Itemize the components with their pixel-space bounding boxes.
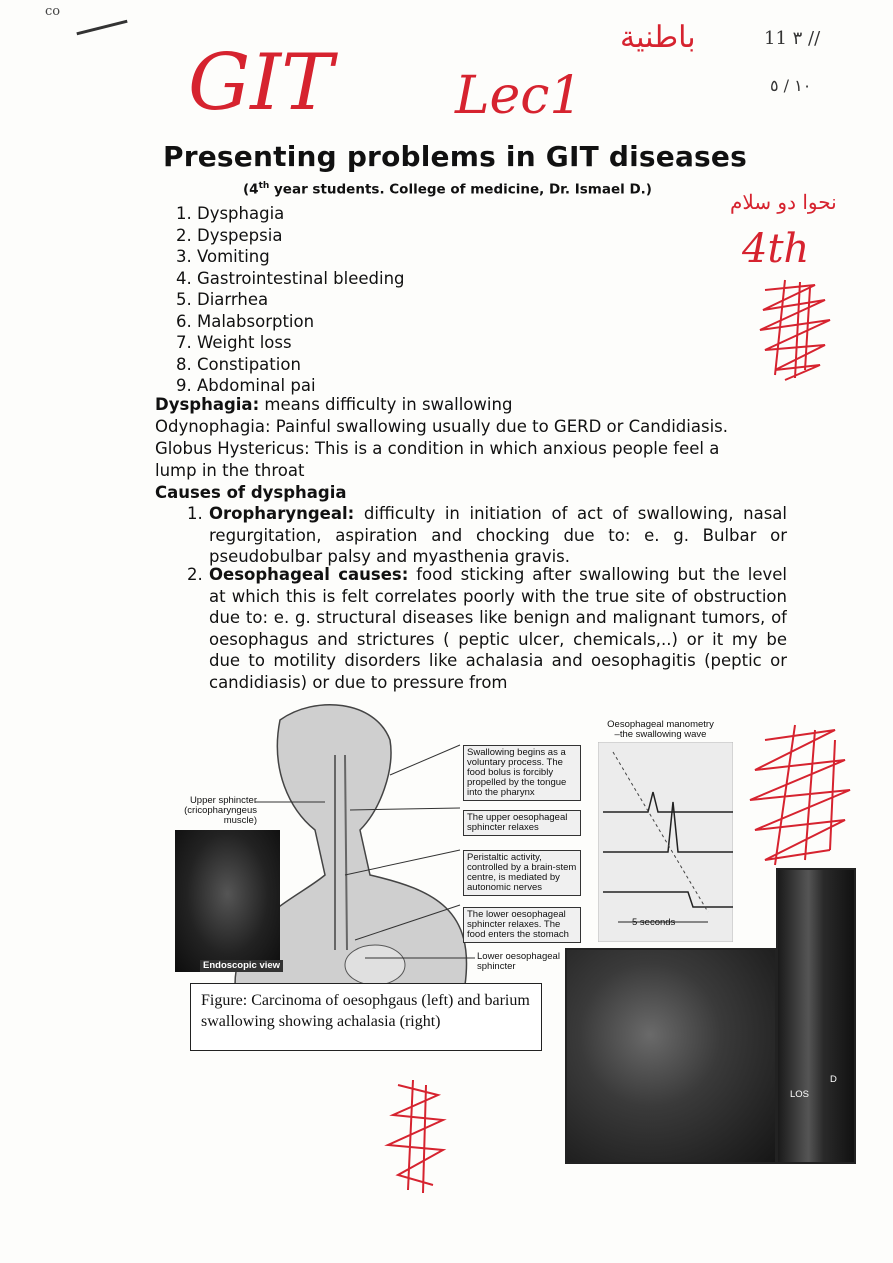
cause-term-1: Oropharyngeal: bbox=[209, 504, 355, 523]
list-item: 4. Gastrointestinal bleeding bbox=[176, 268, 405, 288]
list-item: 6. Malabsorption bbox=[176, 311, 315, 331]
handwritten-corner-mark: co bbox=[45, 4, 61, 19]
dysphagia-text: means difficulty in swallowing bbox=[259, 395, 513, 414]
carcinoma-photo bbox=[565, 948, 777, 1164]
red-scribble-1 bbox=[745, 270, 845, 390]
step-1-box bbox=[463, 745, 581, 801]
pen-stroke bbox=[76, 20, 127, 35]
barium-swallow-photo bbox=[776, 868, 856, 1164]
cause-text-2 bbox=[209, 564, 787, 693]
list-item: 5. Diarrhea bbox=[176, 290, 269, 309]
cause-item-1 bbox=[187, 503, 787, 568]
step-3-box bbox=[463, 850, 581, 896]
upper-sphincter-line-1: Upper sphincter bbox=[189, 795, 257, 806]
red-scribble-2 bbox=[735, 720, 865, 870]
handwritten-date: ١٠ / ٥ bbox=[770, 76, 812, 95]
cause-number-1: 1. bbox=[187, 504, 203, 523]
cause-desc-2: food sticking after swallowing but the level at which this is felt correlates poorly with the true site of obstruction due to: e. g. structural diseases like benign and malignant tumors, of oesophagus and strictures ( peptic ulcer, chemicals,..) or it my be due to motility disorders like achalasia and oesophagitis (peptic or candidiasis) or due to pressure from bbox=[209, 565, 787, 692]
subtitle-sup: th bbox=[258, 181, 270, 191]
manometry-title-line-2: –the swallowing wave bbox=[614, 729, 707, 740]
manometry-title bbox=[598, 720, 723, 740]
upper-sphincter-line-3: muscle) bbox=[223, 815, 257, 826]
cause-text-1 bbox=[209, 503, 787, 568]
list-item: 1. Dysphagia bbox=[176, 204, 285, 223]
upper-sphincter-line-2: (cricopharyngeus bbox=[184, 805, 257, 816]
dysphagia-definition bbox=[155, 394, 512, 416]
manometry-title-line-1: Oesophageal manometry bbox=[607, 719, 714, 730]
endoscopic-image bbox=[175, 830, 280, 972]
handwritten-arabic-side: نحوا دو سلام bbox=[730, 190, 837, 214]
cause-term-2: Oesophageal causes: bbox=[209, 565, 409, 584]
cause-number-2: 2. bbox=[187, 565, 203, 584]
endoscopic-view-label: Endoscopic view bbox=[200, 960, 283, 972]
globus-line-2: lump in the throat bbox=[155, 461, 305, 480]
handwritten-lec: Lec1 bbox=[455, 66, 583, 126]
handwritten-arabic-top: باطنية bbox=[620, 20, 696, 55]
globus-line-1: Globus Hystericus: This is a condition in which anxious people feel a bbox=[155, 439, 720, 458]
d-marker: D bbox=[830, 1074, 837, 1085]
problems-list bbox=[176, 203, 405, 397]
step-2-text: The upper oesophageal sphincter relaxes bbox=[467, 812, 568, 833]
cause-desc-1: difficulty in initiation of act of swallowing, nasal regurgitation, aspiration and chocking due to: e. g. Bulbar or pseudobulbar palsy and myasthenia gravis. bbox=[209, 504, 787, 566]
upper-sphincter-label bbox=[175, 796, 257, 826]
figure-caption: Figure: Carcinoma of oesophgaus (left) and barium swallowing showing achalasia (right) bbox=[190, 983, 542, 1051]
odynophagia-line: Odynophagia: Painful swallowing usually due to GERD or Candidiasis. bbox=[155, 417, 728, 436]
handwritten-numbers: 11 ٣ // bbox=[764, 28, 821, 49]
subtitle-prefix: (4 bbox=[243, 181, 259, 198]
list-item: 3. Vomiting bbox=[176, 247, 270, 266]
page-title: Presenting problems in GIT diseases bbox=[163, 140, 747, 173]
lower-sphincter-label bbox=[477, 952, 560, 972]
handwritten-4th: 4th bbox=[742, 226, 810, 272]
list-item: 9. Abdominal pai bbox=[176, 376, 316, 395]
list-item: 8. Constipation bbox=[176, 354, 301, 374]
subtitle-rest: year students. College of medicine, Dr. Ismael D.) bbox=[269, 181, 652, 198]
red-scribble-3 bbox=[378, 1075, 458, 1195]
step-4-box bbox=[463, 907, 581, 943]
manometry-trace bbox=[598, 742, 733, 942]
list-item: 7. Weight loss bbox=[176, 333, 292, 352]
cause-item-2 bbox=[187, 564, 787, 694]
step-1-text: Swallowing begins as a voluntary process. The food bolus is forcibly propelled by the tongue into the pharynx bbox=[467, 747, 567, 798]
handwritten-git: GIT bbox=[188, 38, 334, 128]
step-4-text: The lower oesophageal sphincter relaxes. The food enters the stomach bbox=[467, 909, 569, 940]
lower-sphincter-line-2: sphincter bbox=[477, 961, 516, 972]
dysphagia-term: Dysphagia: bbox=[155, 395, 260, 414]
step-3-text: Peristaltic activity, controlled by a brain-stem centre, is mediated by autonomic nerves bbox=[467, 852, 577, 893]
step-2-box bbox=[463, 810, 581, 836]
lower-sphincter-line-1: Lower oesophageal bbox=[477, 951, 560, 962]
causes-heading: Causes of dysphagia bbox=[155, 483, 347, 502]
manometry-seconds: 5 seconds bbox=[632, 917, 676, 928]
list-item: 2. Dyspepsia bbox=[176, 225, 283, 245]
page-subtitle bbox=[243, 181, 652, 198]
los-label: LOS bbox=[790, 1089, 810, 1100]
